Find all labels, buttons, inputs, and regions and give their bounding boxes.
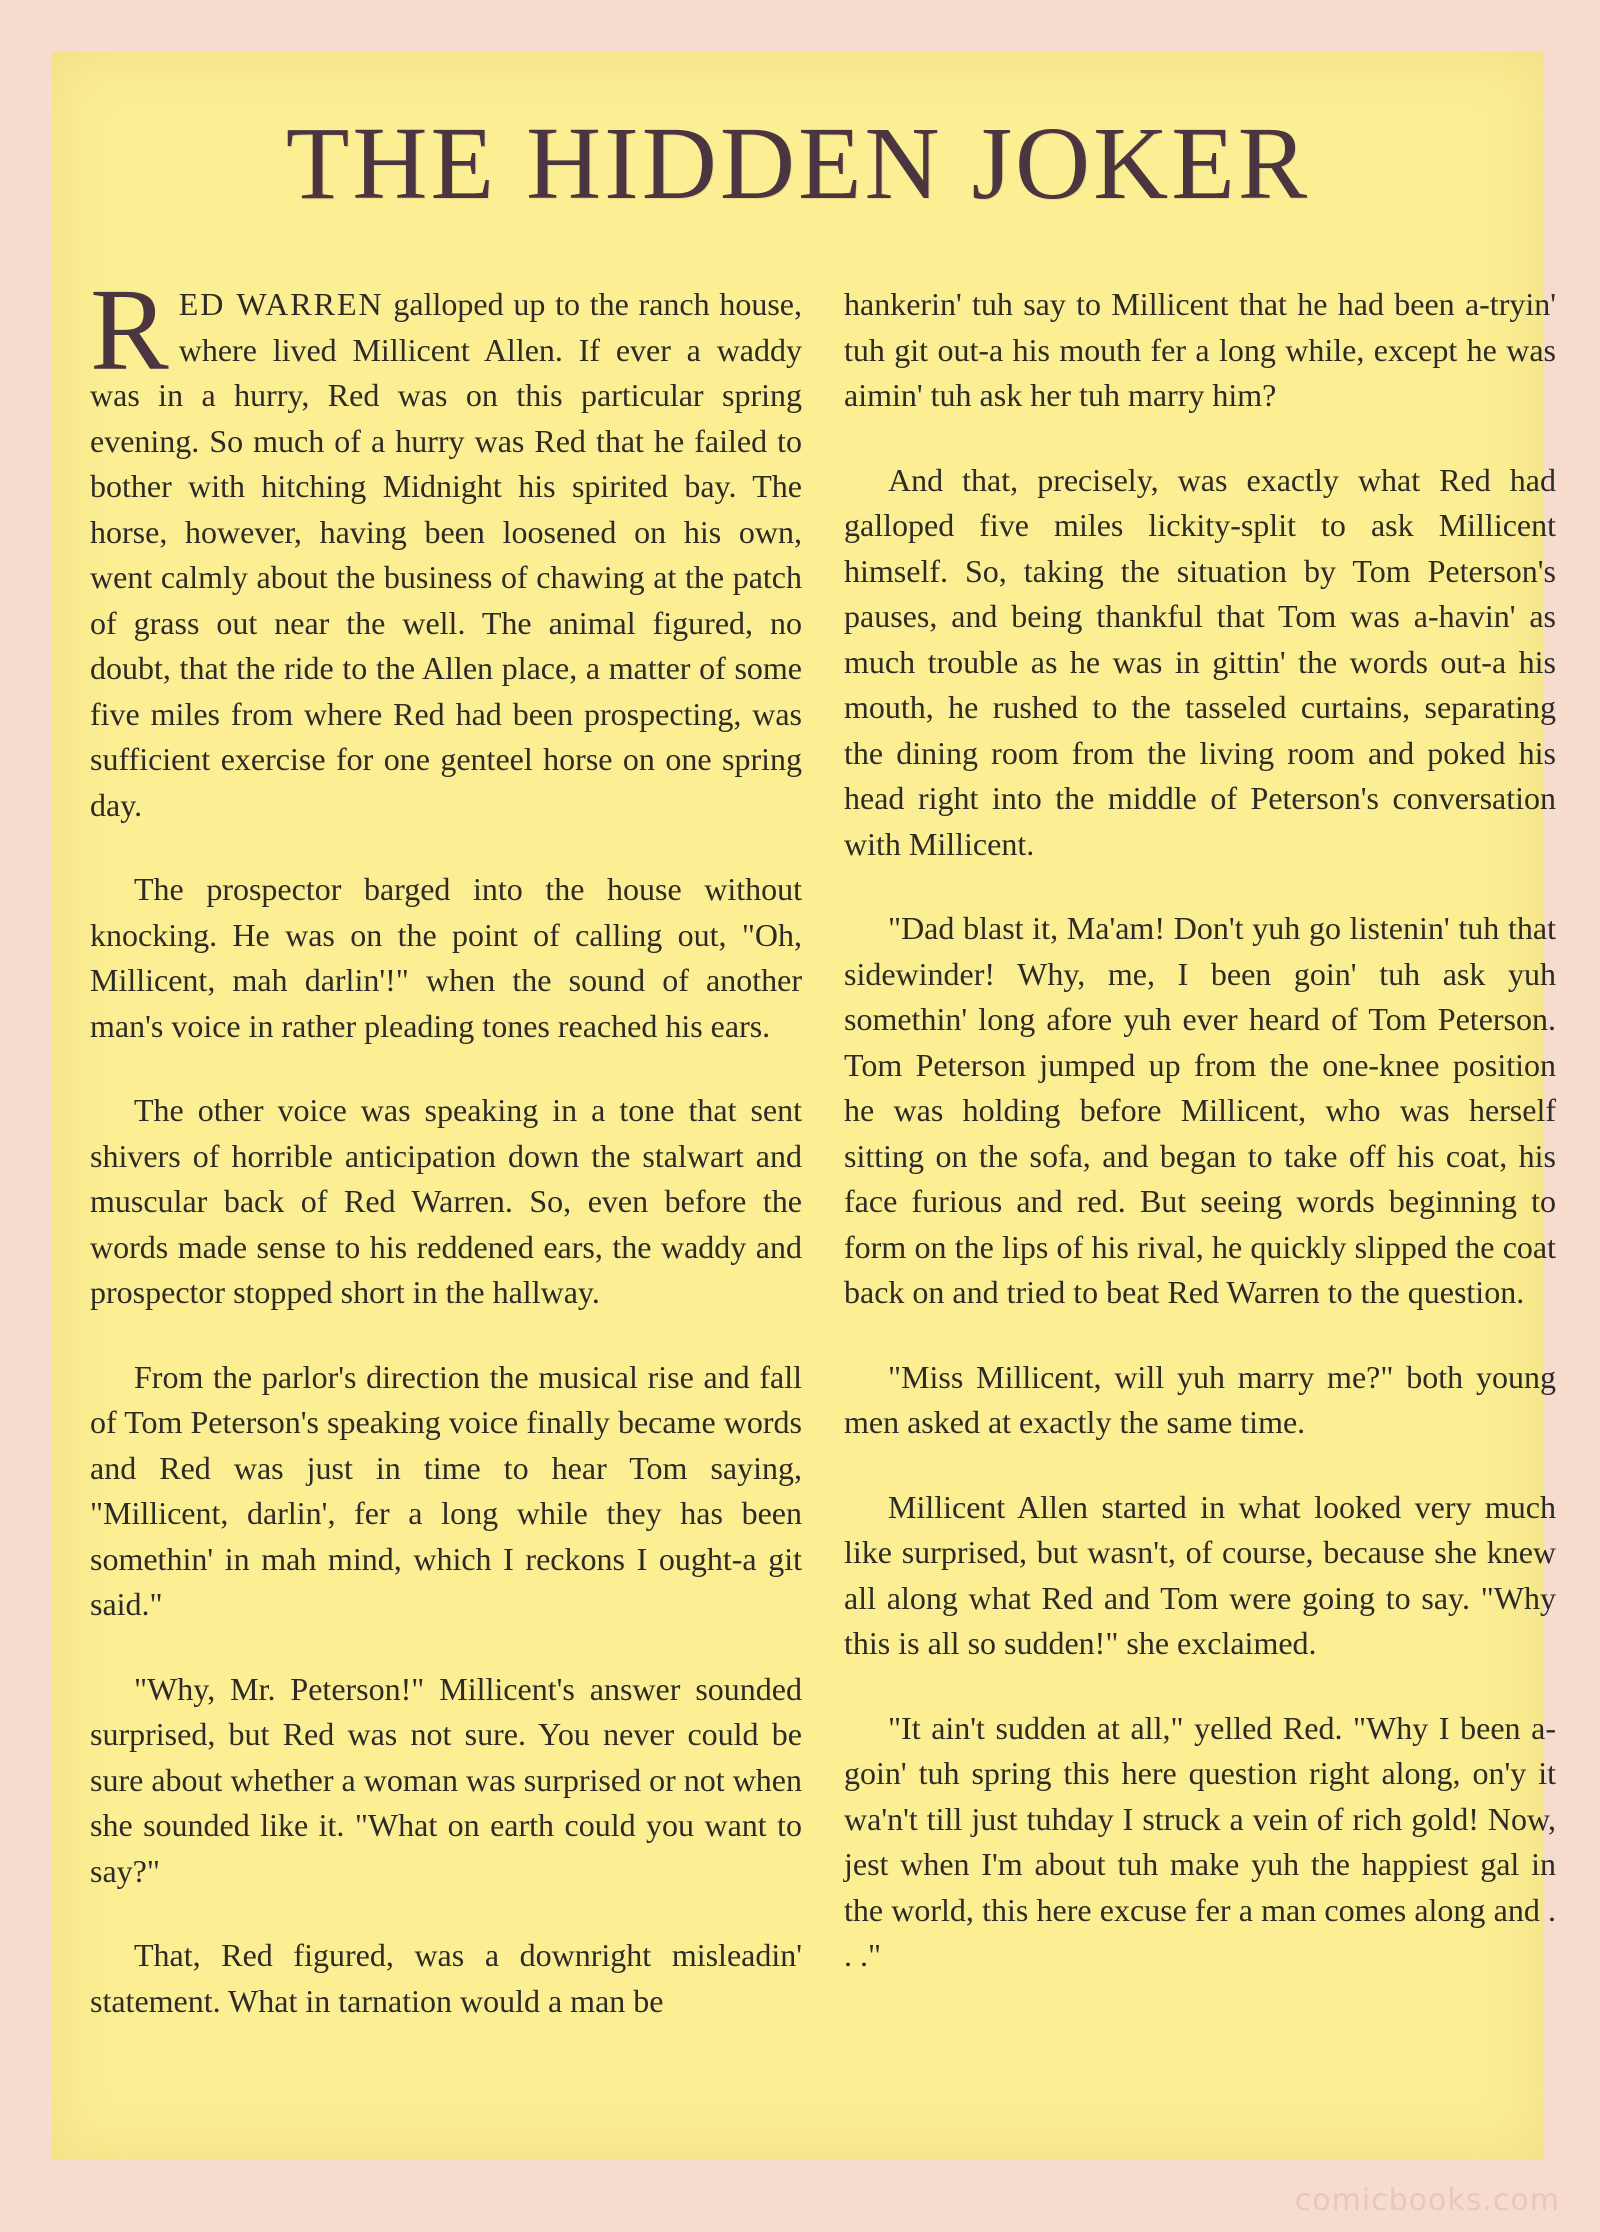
paragraph: hankerin' tuh say to Millicent that he had been a-tryin' tuh git out-a his mouth fer a long while, except he was aimin' tuh ask her tuh marry him? [844, 286, 1556, 413]
left-column [90, 264, 803, 2063]
paragraph: The prospector barged into the house without knocking. He was on the point of calling out, "Oh, Millicent, mah darlin'!" when the sound of another man's voice in rather pleading tones reached his ears. [90, 871, 802, 1044]
lead-in-caps: ED WARREN [178, 286, 384, 322]
paragraph: From the parlor's direction the musical rise and fall of Tom Peterson's speaking voice finally became words and Red was just in time to hear Tom saying, "Millicent, darlin', fer a long while they has been somethin' in mah mind, which I reckons I ought-a git said." [90, 1358, 802, 1622]
paragraph: "It ain't sudden at all," yelled Red. "Why I been a-goin' tuh spring this here question right along, on'y it wa'n't till just tuhday I struck a vein of rich gold! Now, jest when I'm about tuh make yuh the happiest gal in the world, this here excuse fer a man comes along and . . ." [844, 1709, 1556, 1973]
right-column [844, 282, 1556, 2018]
paragraph: Millicent Allen started in what looked very much like surprised, but wasn't, of course, because she knew all along what Red and Tom were going to say. "Why this is all so sudden!" she exclaimed. [844, 1488, 1556, 1661]
paragraph: The other voice was speaking in a tone that sent shivers of horrible anticipation down the stalwart and muscular back of Red Warren. So, even before the words made sense to his reddened ears, the waddy and prospector stopped short in the hallway. [90, 1092, 802, 1310]
paragraph-text: galloped up to the ranch house, where lived Millicent Allen. If ever a waddy was in a hurry, Red was on this particular spring evening. So much of a hurry was Red that he failed to bother with hitching Midnight his spirited bay. The horse, however, having been loosened on his own, went calmly about the business of chawing at the patch of grass out near the well. The animal figured, no doubt, that the ride to the Allen place, a matter of some five miles from where Red had been prospecting, was sufficient exercise for one genteel horse on one spring day. [90, 286, 803, 823]
paragraph: "Dad blast it, Ma'am! Don't yuh go listenin' tuh that sidewinder! Why, me, I been goin' tuh ask yuh somethin' long afore yuh ever heard of Tom Peterson. Tom Peterson jumped up from the one-knee position he was holding before Millicent, who was herself sitting on the sofa, and began to take off his coat, his face furious and red. But seeing words beginning to form on the lips of his rival, he quickly slipped the coat back on and tried to beat Red Warren to the question. [844, 910, 1556, 1310]
paragraph: "Why, Mr. Peterson!" Millicent's answer sounded surprised, but Red was not sure. You never could be sure about whether a woman was surprised or not when she sounded like it. "What on earth could you want to say?" [90, 1670, 802, 1889]
paragraph [90, 264, 803, 828]
drop-cap: R [90, 264, 169, 395]
paragraph: And that, precisely, was exactly what Red had galloped five miles lickity-split to ask Millicent himself. So, taking the situation by Tom Peterson's pauses, and being thankful that Tom was a-havin' as much trouble as he was in gittin' the words out-a his mouth, he rushed to the tasseled curtains, separating the dining room from the living room and poked his head right into the middle of Peterson's conversation with Millicent. [844, 461, 1556, 862]
story-title: THE HIDDEN JOKER [285, 106, 1311, 221]
story-page [52, 52, 1556, 2160]
paragraph: That, Red figured, was a downright misleadin' statement. What in tarnation would a man be [90, 1937, 802, 2019]
site-watermark: comicbooks.com [1294, 2183, 1560, 2218]
paragraph: "Miss Millicent, will yuh marry me?" both young men asked at exactly the same time. [844, 1358, 1556, 1440]
